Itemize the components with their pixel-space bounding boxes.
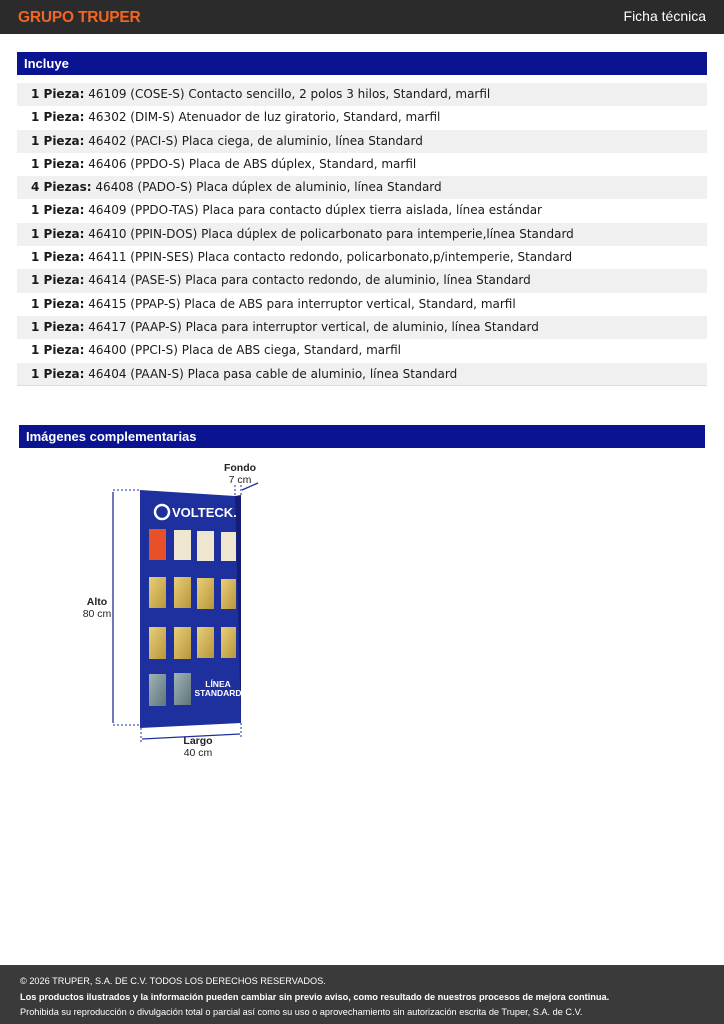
item-description: 46410 (PPIN-DOS) Placa dúplex de policarbonato para intemperie,línea Standard — [84, 226, 574, 241]
item-description: 46109 (COSE-S) Contacto sencillo, 2 polos 3 hilos, Standard, marfil — [84, 87, 491, 101]
product-display-figure — [80, 455, 270, 765]
item-quantity: 1 Pieza: — [31, 343, 85, 358]
width-label: Largo 40 cm — [183, 735, 213, 759]
footer-legal: Prohibida su reproducción o divulgación total o parcial así como su uso o aprovechamiento sin autorización escrita de Truper, S.A. de C.V. — [20, 1007, 583, 1017]
list-item — [17, 106, 707, 129]
list-item — [17, 130, 707, 153]
images-section-header: Imágenes complementarias — [19, 425, 705, 448]
item-description: 46409 (PPDO-TAS) Placa para contacto dúplex tierra aislada, línea estándar — [84, 203, 542, 218]
list-item — [17, 83, 707, 106]
item-quantity: 1 Pieza: — [31, 87, 85, 101]
list-item — [17, 363, 707, 386]
item-quantity: 1 Pieza: — [31, 273, 85, 288]
item-quantity: 1 Pieza: — [31, 226, 85, 241]
item-quantity: 1 Pieza: — [31, 156, 85, 171]
footer-notice: Los productos ilustrados y la información pueden cambiar sin previo aviso, como resultado de nuestros procesos de mejora continua. — [20, 991, 610, 1002]
item-quantity: 4 Piezas: — [31, 180, 92, 195]
list-item — [17, 199, 707, 222]
item-description: 46406 (PPDO-S) Placa de ABS dúplex, Standard, marfil — [84, 156, 417, 171]
item-quantity: 1 Pieza: — [31, 133, 85, 148]
item-description: 46400 (PPCI-S) Placa de ABS ciega, Standard, marfil — [84, 343, 401, 358]
list-item — [17, 246, 707, 269]
item-description: 46302 (DIM-S) Atenuador de luz giratorio, Standard, marfil — [84, 110, 441, 125]
panel-line-text: LÍNEA — [205, 679, 231, 689]
top-bar — [0, 0, 724, 34]
panel-brand: VOLTECK. — [172, 505, 237, 520]
page-title: Ficha técnica — [623, 8, 706, 24]
item-quantity: 1 Pieza: — [31, 250, 85, 265]
item-description: 46404 (PAAN-S) Placa pasa cable de aluminio, línea Standard — [84, 366, 458, 381]
item-quantity: 1 Pieza: — [31, 203, 85, 218]
item-description: 46415 (PPAP-S) Placa de ABS para interruptor vertical, Standard, marfil — [84, 296, 516, 311]
item-quantity: 1 Pieza: — [31, 366, 85, 381]
footer — [0, 965, 724, 1024]
item-description: 46414 (PASE-S) Placa para contacto redondo, de aluminio, línea Standard — [84, 273, 531, 288]
truper-logo: GRUPO TRUPER — [18, 9, 141, 26]
item-description: 46411 (PPIN-SES) Placa contacto redondo, policarbonato,p/intemperie, Standard — [84, 250, 573, 265]
list-item — [17, 223, 707, 246]
panel-standard-text: STANDARD — [194, 688, 242, 698]
item-quantity: 1 Pieza: — [31, 296, 85, 311]
item-description: 46417 (PAAP-S) Placa para interruptor vertical, de aluminio, línea Standard — [84, 319, 539, 334]
item-description: 46408 (PADO-S) Placa dúplex de aluminio, línea Standard — [91, 180, 442, 195]
height-label: Alto 80 cm — [82, 596, 112, 620]
list-item — [17, 293, 707, 316]
list-item — [17, 269, 707, 292]
depth-label: Fondo 7 cm — [223, 462, 257, 486]
list-item — [17, 339, 707, 362]
list-item — [17, 176, 707, 199]
item-quantity: 1 Pieza: — [31, 110, 85, 125]
footer-copyright: © 2026 TRUPER, S.A. DE C.V. TODOS LOS DERECHOS RESERVADOS. — [20, 976, 326, 986]
list-item — [17, 316, 707, 339]
includes-list — [17, 83, 707, 386]
list-item — [17, 153, 707, 176]
includes-section-header: Incluye — [17, 52, 707, 75]
item-quantity: 1 Pieza: — [31, 319, 85, 334]
item-description: 46402 (PACI-S) Placa ciega, de aluminio, línea Standard — [84, 133, 423, 148]
